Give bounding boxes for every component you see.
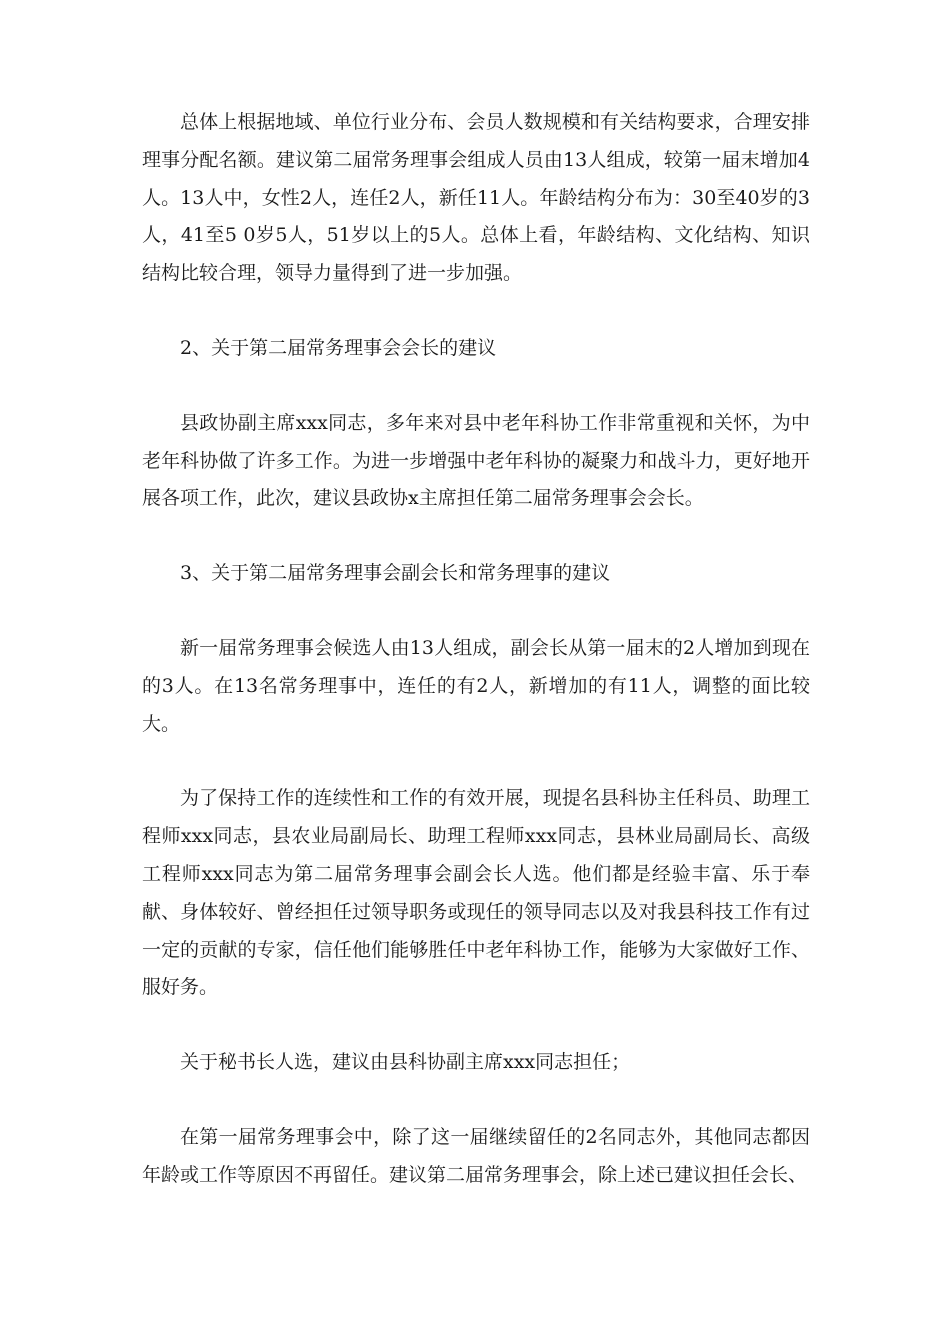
paragraph-structure-summary: 总体上根据地域、单位行业分布、会员人数规模和有关结构要求，合理安排理事分配名额。建议第二届常务理事会组成人员由13人组成，较第一届末增加4人。13人中，女性2人，连任2人，新任11人。年龄结构分布为：30至40岁的3人，41至5 0岁5人，51岁以上的5人。总体上看，年龄结构、文化结构、知识结构比较合理，领导力量得到了进一步加强。 bbox=[142, 111, 810, 285]
paragraph-candidates: 新一届常务理事会候选人由13人组成，副会长从第一届末的2人增加到现在的3人。在13名常务理事中，连任的有2人，新增加的有11人，调整的面比较大。 bbox=[142, 636, 810, 735]
document-body bbox=[142, 104, 810, 1232]
paragraph-secretary-general: 关于秘书长人选，建议由县科协副主席xxx同志担任； bbox=[180, 1051, 631, 1074]
paragraph-president-proposal: 县政协副主席xxx同志，多年来对县中老年科协工作非常重视和关怀，为中老年科协做了许多工作。为进一步增强中老年科协的凝聚力和战斗力，更好地开展各项工作，此次，建议县政协x主席担任第二届常务理事会会长。 bbox=[142, 411, 810, 510]
paragraph-vice-president-nominees: 为了保持工作的连续性和工作的有效开展，现提名县科协主任科员、助理工程师xxx同志，县农业局副局长、助理工程师xxx同志，县林业局副局长、高级工程师xxx同志为第二届常务理事会副会长人选。他们都是经验丰富、乐于奉献、身体较好、曾经担任过领导职务或现任的领导同志以及对我县科技工作有过一定的贡献的专家，信任他们能够胜任中老年科协工作，能够为大家做好工作、服好务。 bbox=[142, 787, 810, 999]
section-heading-president: 2、关于第二届常务理事会会长的建议 bbox=[180, 336, 497, 359]
paragraph-retiring-members: 在第一届常务理事会中，除了这一届继续留任的2名同志外，其他同志都因年龄或工作等原因不再留任。建议第二届常务理事会，除上述已建议担任会长、 bbox=[142, 1125, 810, 1186]
section-heading-vice-president: 3、关于第二届常务理事会副会长和常务理事的建议 bbox=[180, 562, 611, 585]
